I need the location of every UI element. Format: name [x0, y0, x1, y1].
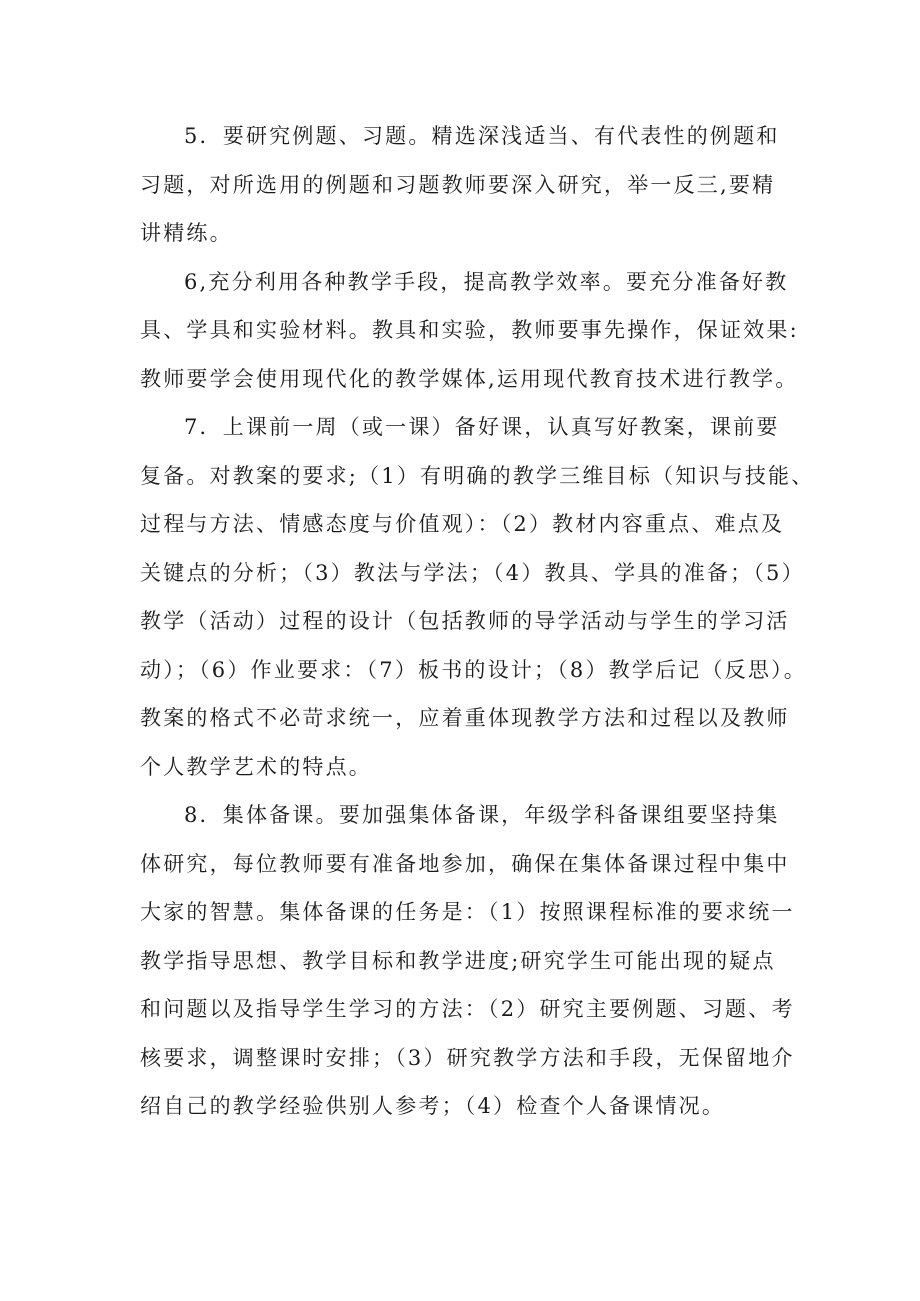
- paragraph-item-5: [140, 112, 790, 258]
- paragraph-line: 过程与方法、情感态度与价值观）：（2）教材内容重点、难点及: [140, 512, 785, 536]
- paragraph-item-6: [140, 258, 799, 404]
- paragraph-line: 教师要学会使用现代化的教学媒体,运用现代教育技术进行教学。: [140, 366, 799, 391]
- paragraph-line: 5．要研究例题、习题。精选深浅适当、有代表性的例题和: [184, 124, 780, 148]
- document-body: [140, 112, 815, 1131]
- paragraph-line: 习题，对所选用的例题和习题教师要深入研究，举一反三,要精: [140, 172, 776, 197]
- paragraph-line: 核要求，调整课时安排；（3）研究教学方法和手段，无保留地介: [140, 1045, 795, 1070]
- paragraph-line: 教学（活动）过程的设计（包括教师的导学活动与学生的学习活: [140, 609, 790, 633]
- paragraph-line: 体研究，每位教师要有准备地参加，确保在集体备课过程中集中: [140, 851, 790, 876]
- paragraph-line: 动）；（6）作业要求：（7）板书的设计；（8）教学后记（反思）。: [140, 657, 807, 682]
- paragraph-line: 教学指导思想、教学目标和教学进度;研究学生可能出现的疑点: [140, 948, 776, 973]
- paragraph-line: 个人教学艺术的特点。: [140, 754, 372, 779]
- paragraph-line: 教案的格式不必苛求统一，应着重体现教学方法和过程以及教师: [140, 706, 790, 730]
- paragraph-line: 具、学具和实验材料。教具和实验，教师要事先操作，保证效果:: [140, 318, 799, 342]
- paragraph-line: 复备。对教案的要求;（1）有明确的教学三维目标（知识与技能、: [140, 463, 815, 488]
- paragraph-line: 大家的智慧。集体备课的任务是：（1）按照课程标准的要求统一: [140, 900, 795, 924]
- paragraph-line: 8．集体备课。要加强集体备课，年级学科备课组要坚持集: [184, 803, 780, 827]
- paragraph-item-8: [140, 791, 795, 1131]
- paragraph-item-7: [140, 403, 815, 791]
- paragraph-line: 和问题以及指导学生学习的方法：（2）研究主要例题、习题、考: [140, 997, 795, 1021]
- paragraph-line: 关键点的分析；（3）教法与学法；（4）教具、学具的准备；（5）: [140, 560, 805, 585]
- paragraph-line: 讲精练。: [140, 221, 233, 245]
- paragraph-line: 绍自己的教学经验供别人参考；（4）检查个人备课情况。: [140, 1094, 726, 1118]
- paragraph-line: 6,充分利用各种教学手段，提高教学效率。要充分准备好教: [184, 269, 789, 294]
- paragraph-line: 7．上课前一周（或一课）备好课，认真写好教案，课前要: [184, 415, 780, 439]
